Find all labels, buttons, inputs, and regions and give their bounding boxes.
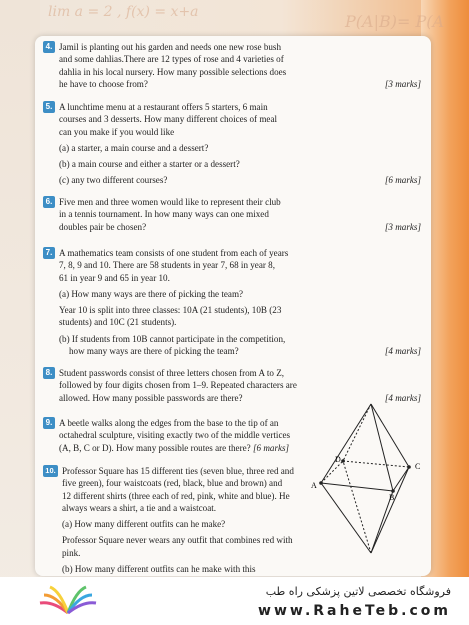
question-6 (43, 196, 421, 233)
question-text: pink. (62, 547, 81, 558)
question-number: 9. (43, 417, 55, 429)
question-5 (43, 101, 421, 187)
question-part: (b) If students from 10B cannot participate in the competition, (59, 333, 286, 344)
question-text: Year 10 is split into three classes: 10A (21 students), 10B (23 (59, 305, 282, 316)
marks-label: [4 marks] (384, 392, 421, 403)
question-text: A mathematics team consists of one student from each of years (59, 248, 289, 258)
background-scribble: P(A|B)= P(A (345, 12, 445, 31)
question-text: he have to choose from? (59, 78, 148, 89)
question-part: (b) How many different outfits can he make with this (62, 564, 256, 575)
question-text: dahlia in his local nursery. How many possible selections does (59, 66, 287, 77)
footer-banner (0, 577, 469, 625)
question-text: followed by four digits chosen from 1–9. Repeated characters are (59, 380, 297, 391)
vertex-label-d: D (335, 455, 341, 464)
marks-label: [4 marks] (384, 346, 421, 357)
question-text: can you make if you would like (59, 126, 175, 137)
question-text: in a tennis tournament. In how many ways can one mixed (59, 209, 269, 220)
question-number: 8. (43, 367, 55, 379)
question-text: (A, B, C or D). How many possible routes are there? (59, 442, 251, 453)
background-left (0, 0, 40, 625)
question-part: (c) any two different courses? (59, 175, 168, 186)
question-text: octahedral sculpture, visiting exactly two of the middle vertices (59, 430, 291, 441)
question-text: Jamil is planting out his garden and needs one new rose bush (59, 42, 281, 52)
question-text: Professor Square has 15 different ties (seven blue, three red and (62, 466, 294, 476)
question-7 (43, 247, 421, 357)
question-10 (43, 465, 313, 575)
question-text: courses and 3 desserts. How many different choices of meal (59, 114, 278, 125)
question-text: and some dahlias.There are 12 types of rose and 4 varieties of (59, 54, 284, 65)
question-text: A beetle walks along the edges from the base to the tip of an (59, 418, 279, 428)
question-text: five green), four waistcoats (red, black, blue and brown) and (62, 478, 283, 489)
shop-url: www.RaheTeb.com (258, 603, 451, 619)
question-part: (b) a main course and either a starter or a dessert? (59, 159, 240, 170)
question-number: 5. (43, 101, 55, 113)
marks-label: [6 marks] (252, 442, 290, 453)
book-logo-icon (38, 583, 98, 617)
question-text: 7, 8, 9 and 10. There are 58 students in year 7, 68 in year 8, (59, 260, 276, 271)
marks-label: [3 marks] (384, 78, 421, 89)
question-part: (a) a starter, a main course and a dessert? (59, 142, 209, 153)
octahedron-diagram (309, 401, 431, 561)
question-9 (43, 417, 313, 454)
question-text: 12 different shirts (three each of red, pink, white and blue). He (62, 490, 290, 501)
vertex-label-b: B (389, 493, 395, 502)
question-number: 4. (43, 41, 55, 53)
question-text: Professor Square never wears any outfit that combines red with (62, 535, 293, 546)
marks-label: [6 marks] (384, 175, 421, 186)
question-part: (a) How many ways are there of picking the team? (59, 288, 244, 299)
question-text: 61 in year 9 and 65 in year 10. (59, 272, 170, 283)
question-number: 7. (43, 247, 55, 259)
question-part: how many ways are there of picking the team? (69, 346, 239, 357)
marks-label: [3 marks] (384, 221, 421, 232)
question-part: (a) How many different outfits can he make? (62, 519, 226, 530)
question-text: A lunchtime menu at a restaurant offers 5 starters, 6 main (59, 102, 268, 112)
shop-name: فروشگاه تخصصی لاتین پزشکی راه طب (265, 585, 451, 598)
question-text: Five men and three women would like to represent their club (59, 197, 281, 207)
question-text: students) and 10C (21 students). (59, 317, 177, 328)
question-text: allowed. How many possible passwords are there? (59, 392, 243, 403)
question-text: doubles pair be chosen? (59, 221, 147, 232)
background-scribble: lim a = 2 , f(x) = x+a (48, 4, 199, 20)
question-number: 10. (43, 465, 58, 477)
worksheet-page (35, 36, 431, 576)
vertex-label-c: C (415, 462, 421, 471)
question-text: always wears a shirt, a tie and a waistcoat. (62, 502, 217, 513)
vertex-label-a: A (311, 481, 317, 490)
question-8 (43, 367, 421, 404)
question-4 (43, 41, 421, 90)
question-text: Student passwords consist of three letters chosen from A to Z, (59, 368, 285, 378)
question-number: 6. (43, 196, 55, 208)
